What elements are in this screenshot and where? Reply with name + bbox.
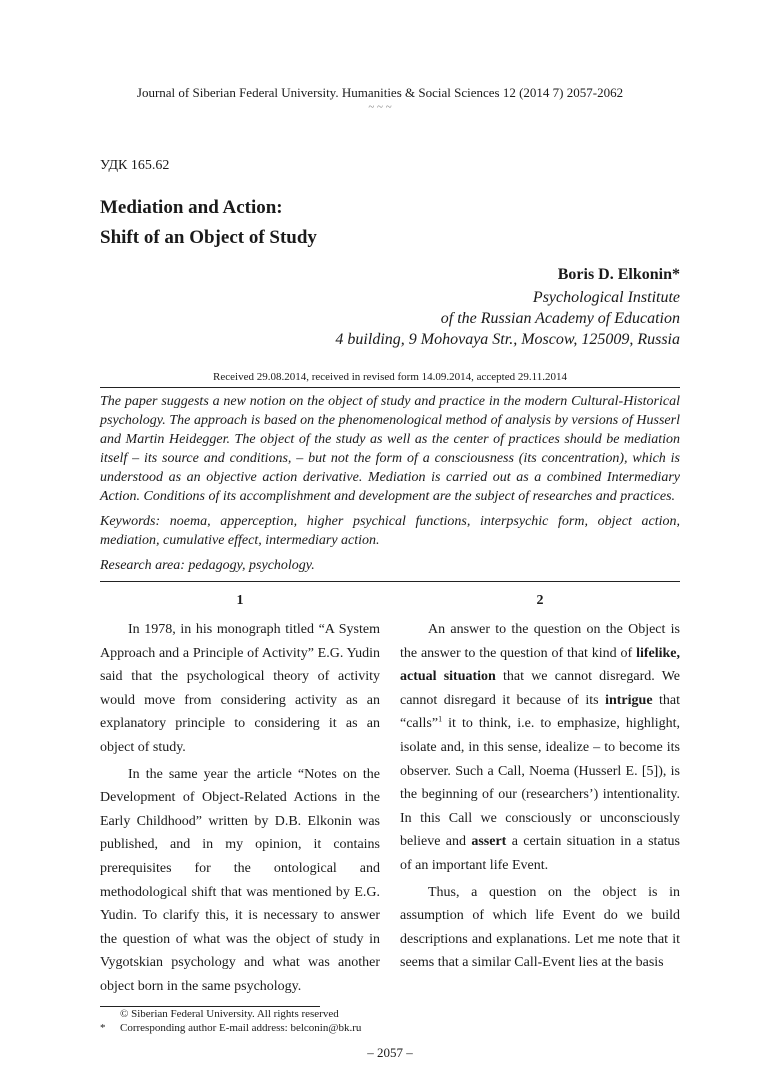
author-address: 4 building, 9 Mohovaya Str., Moscow, 125009, Russia — [335, 331, 680, 348]
section-headings — [100, 592, 680, 610]
journal-header: Journal of Siberian Federal University. Humanities & Social Sciences 12 (2014 7) 2057-2062 — [136, 85, 624, 100]
author-affiliation-2: of the Russian Academy of Education — [440, 310, 680, 327]
text: it to think, i.e. to emphasize, highlight, isolate and, in this sense, idealize – to become its observer. Such a Call, Noema (Husserl E. [5]), is the beginning of our (researchers’) intentionality. In this Call we consciously or unconsciously believe and — [400, 716, 680, 850]
research-area: Research area: pedagogy, psychology. — [100, 558, 315, 573]
article-body — [100, 387, 680, 1061]
corresponding-line — [100, 1021, 680, 1035]
author-affiliation-1: Psychological Institute — [532, 289, 680, 306]
page-number: – 2057 – — [367, 1044, 413, 1060]
udk-code: УДК 165.62 — [100, 158, 170, 173]
section-1-heading: 1 — [236, 593, 244, 608]
paragraph: In 1978, in his monograph titled “A System Approach and a Principle of Activity” E.G. Yudin said that the psychological theory of activity would move from considering activity as an explanatory principle to considering it as an object of study. — [100, 622, 380, 755]
title-line-1: Mediation and Action: — [100, 197, 283, 218]
keywords: Keywords: noema, apperception, higher psychical functions, interpsychic form, object action, mediation, cumulative effect, intermediary action. — [100, 514, 680, 548]
text: that we cannot disregard. We cannot disregard it because of its — [400, 669, 680, 708]
text: An answer to the question on the Object is the answer to the question of that kind of — [400, 622, 680, 661]
paragraph — [400, 618, 680, 878]
text: a certain situation in a status of an important life Event. — [400, 834, 681, 873]
title-line-2: Shift of an Object of Study — [100, 227, 317, 248]
author-name: Boris D. Elkonin* — [557, 266, 680, 283]
left-column — [100, 618, 380, 1002]
section-2-heading: 2 — [536, 593, 544, 608]
abstract-bottom-rule — [100, 581, 680, 582]
paragraph: Thus, a question on the object is in assumption of which life Event do we build descriptions and explanations. Let me note that it seems that a similar Call-Event lies at the basis — [400, 884, 680, 971]
abstract-text: The paper suggests a new notion on the object of study and practice in the modern Cultural-Historical psychology. The approach is based on the phenomenological method of analysis by versions of Husserl and Martin Heidegger. The object of the study as well as the center of practices should be mediation itself – its source and conditions, – but not the form of a consciousness (its concentration), which is understood as an objective action derivative. Mediation is carried out as a combined Intermediary Action. Conditions of its accomplishment and development are the subject of researches and practices. — [100, 394, 680, 504]
bold-text: lifelike, actual situation — [400, 645, 680, 685]
paragraph: In the same year the article “Notes on the Development of Object-Related Actions in the Early Childhood” written by D.B. Elkonin was published, and in my opinion, it contains prerequisites for the ontological and methodological shift that was mentioned by E.G. Yudin. To clarify this, it is necessary to answer the question of what was the object of study in Vygotskian psychology and what was another object born in the same psychology. — [100, 766, 380, 994]
two-columns — [100, 618, 680, 1002]
footnote-spacer — [100, 1007, 120, 1021]
bold-text: assert — [471, 834, 507, 850]
copyright-line — [100, 1007, 680, 1021]
copyright-note: © Siberian Federal University. All rights reserved — [120, 1007, 339, 1020]
abstract-block — [100, 388, 680, 575]
received-dates: Received 29.08.2014, received in revised form 14.09.2014, accepted 29.11.2014 — [213, 371, 567, 383]
text: that “calls” — [400, 692, 680, 732]
bold-text: intrigue — [605, 692, 653, 708]
header-ornament: ~ ~ ~ — [368, 101, 392, 113]
right-column — [400, 618, 680, 978]
footnote-reference[interactable]: 1 — [438, 714, 443, 724]
footnote-marker: * — [100, 1021, 106, 1034]
corresponding-author-note: Corresponding author E-mail address: belconin@bk.ru — [120, 1021, 362, 1034]
